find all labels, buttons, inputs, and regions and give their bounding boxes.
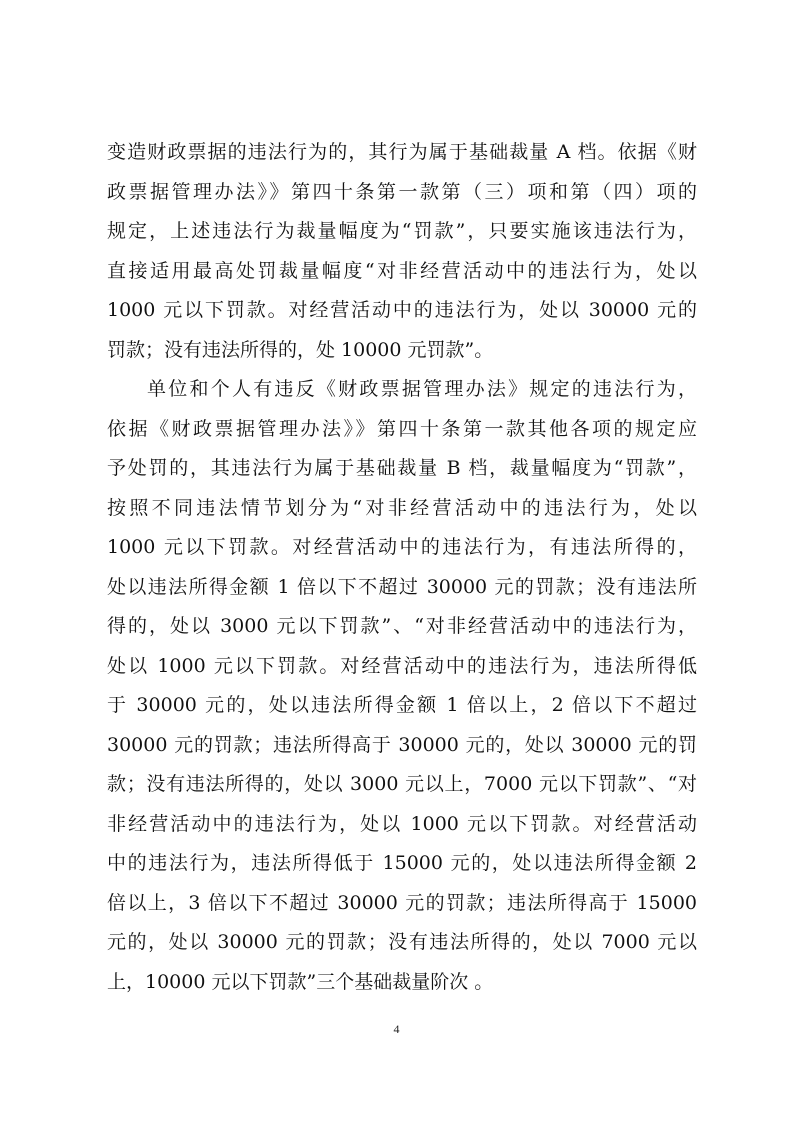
body-text [107,133,697,1002]
paragraph-line: 按照不同违法情节划分为“对非经营活动中的违法行为，处以 [107,496,697,519]
paragraph-line: 于 30000 元的，处以违法所得金额 1 倍以上，2 倍以下不超过 [107,694,697,716]
paragraph-line: 元的，处以 30000 元的罚款；没有违法所得的，处以 7000 元以 [107,931,697,953]
paragraph-line: 规定，上述违法行为裁量幅度为“罚款”，只要实施该违法行为， [107,220,697,242]
paragraph-line: 款；没有违法所得的，处以 3000 元以上，7000 元以下罚款”、“对 [107,773,697,795]
paragraph-line: 1000 元以下罚款。对经营活动中的违法行为，有违法所得的， [107,536,697,558]
paragraph-line: 1000 元以下罚款。对经营活动中的违法行为，处以 30000 元的 [107,299,697,321]
paragraph-line: 予处罚的，其违法行为属于基础裁量 B 档，裁量幅度为“罚款”， [107,457,697,479]
paragraph-line: 非经营活动中的违法行为，处以 1000 元以下罚款。对经营活动 [107,812,697,835]
page-number: 4 [393,1022,400,1036]
paragraph-line: 处以 1000 元以下罚款。对经营活动中的违法行为，违法所得低 [107,654,697,677]
paragraph-2 [107,370,697,1002]
paragraph-line: 30000 元的罚款；违法所得高于 30000 元的，处以 30000 元的罚 [107,733,697,756]
paragraph-line: 上，10000 元以下罚款”三个基础裁量阶次 。 [107,970,494,993]
paragraph-line: 得的，处以 3000 元以下罚款”、“对非经营活动中的违法行为， [107,615,697,637]
paragraph-line: 直接适用最高处罚裁量幅度“对非经营活动中的违法行为，处以 [107,259,697,282]
paragraph-1 [107,133,697,370]
paragraph-line: 倍以上，3 倍以下不超过 30000 元的罚款；违法所得高于 15000 [107,891,697,914]
paragraph-line: 依据《财政票据管理办法》》第四十条第一款其他各项的规定应 [107,417,697,440]
paragraph-line: 单位和个人有违反《财政票据管理办法》规定的违法行为， [147,378,697,400]
paragraph-line: 变造财政票据的违法行为的，其行为属于基础裁量 A 档。依据《财 [107,141,697,163]
paragraph-line: 处以违法所得金额 1 倍以下不超过 30000 元的罚款；没有违法所 [107,575,697,598]
paragraph-line: 政票据管理办法》》第四十条第一款第（三）项和第（四）项的 [107,180,697,203]
paragraph-line: 中的违法行为，违法所得低于 15000 元的，处以违法所得金额 2 [107,852,697,874]
paragraph-line: 罚款；没有违法所得的，处 10000 元罚款”。 [107,338,494,361]
